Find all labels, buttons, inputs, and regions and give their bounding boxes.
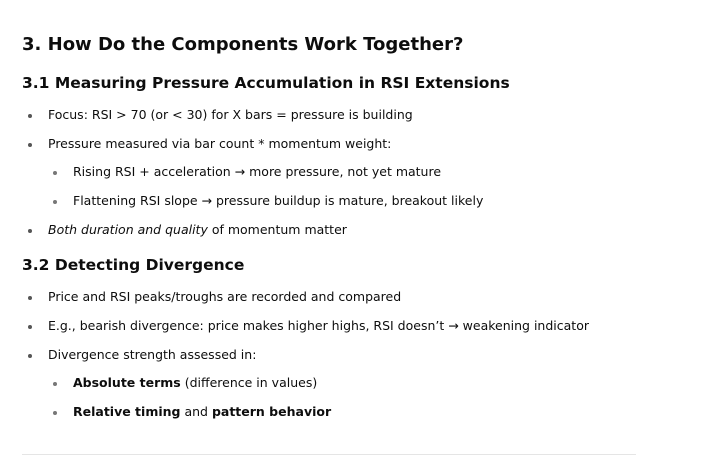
bullet-duration-quality <box>48 221 347 239</box>
bullet-text: Rising RSI + acceleration → more pressure, not yet mature <box>73 164 442 179</box>
bullet-text: Price and RSI peaks/troughs are recorded and compared <box>48 289 402 304</box>
subsection-title-pressure: 3.1 Measuring Pressure Accumulation in RSI Extensions <box>22 74 510 92</box>
bullet-text: Flattening RSI slope → pressure buildup is mature, breakout likely <box>73 193 484 208</box>
bullet-bold: pattern behavior <box>211 404 332 419</box>
section-heading: 3. How Do the Components Work Together? <box>22 34 464 55</box>
sub-bullet-rising-rsi <box>73 163 441 181</box>
bullet-bearish-divergence <box>48 317 589 335</box>
bullet-pressure-measured <box>48 135 391 153</box>
bullet-bold: Relative timing <box>73 404 181 419</box>
sub-bullet-relative-timing <box>73 403 331 421</box>
bullet-text: Pressure measured via bar count * momentum weight: <box>48 136 392 151</box>
bullet-bold: Absolute terms <box>73 375 181 390</box>
bullet-text: Focus: RSI > 70 (or < 30) for X bars = pressure is building <box>48 107 413 122</box>
bullet-text: of momentum matter <box>207 222 347 237</box>
bullet-text: and <box>180 404 212 419</box>
section-divider <box>22 454 636 455</box>
bullet-text: (difference in values) <box>180 375 318 390</box>
bullet-text: E.g., bearish divergence: price makes higher highs, RSI doesn’t → weakening indicator <box>48 318 589 333</box>
subsection-title-divergence: 3.2 Detecting Divergence <box>22 256 245 274</box>
bullet-emphasis: Both duration and quality <box>48 222 208 237</box>
sub-bullet-flattening-rsi <box>73 192 483 210</box>
bullet-text: Divergence strength assessed in: <box>48 347 257 362</box>
bullet-divergence-strength <box>48 346 256 364</box>
bullet-focus <box>48 106 413 124</box>
sub-bullet-absolute-terms <box>73 374 317 392</box>
bullet-peaks-troughs <box>48 288 401 306</box>
